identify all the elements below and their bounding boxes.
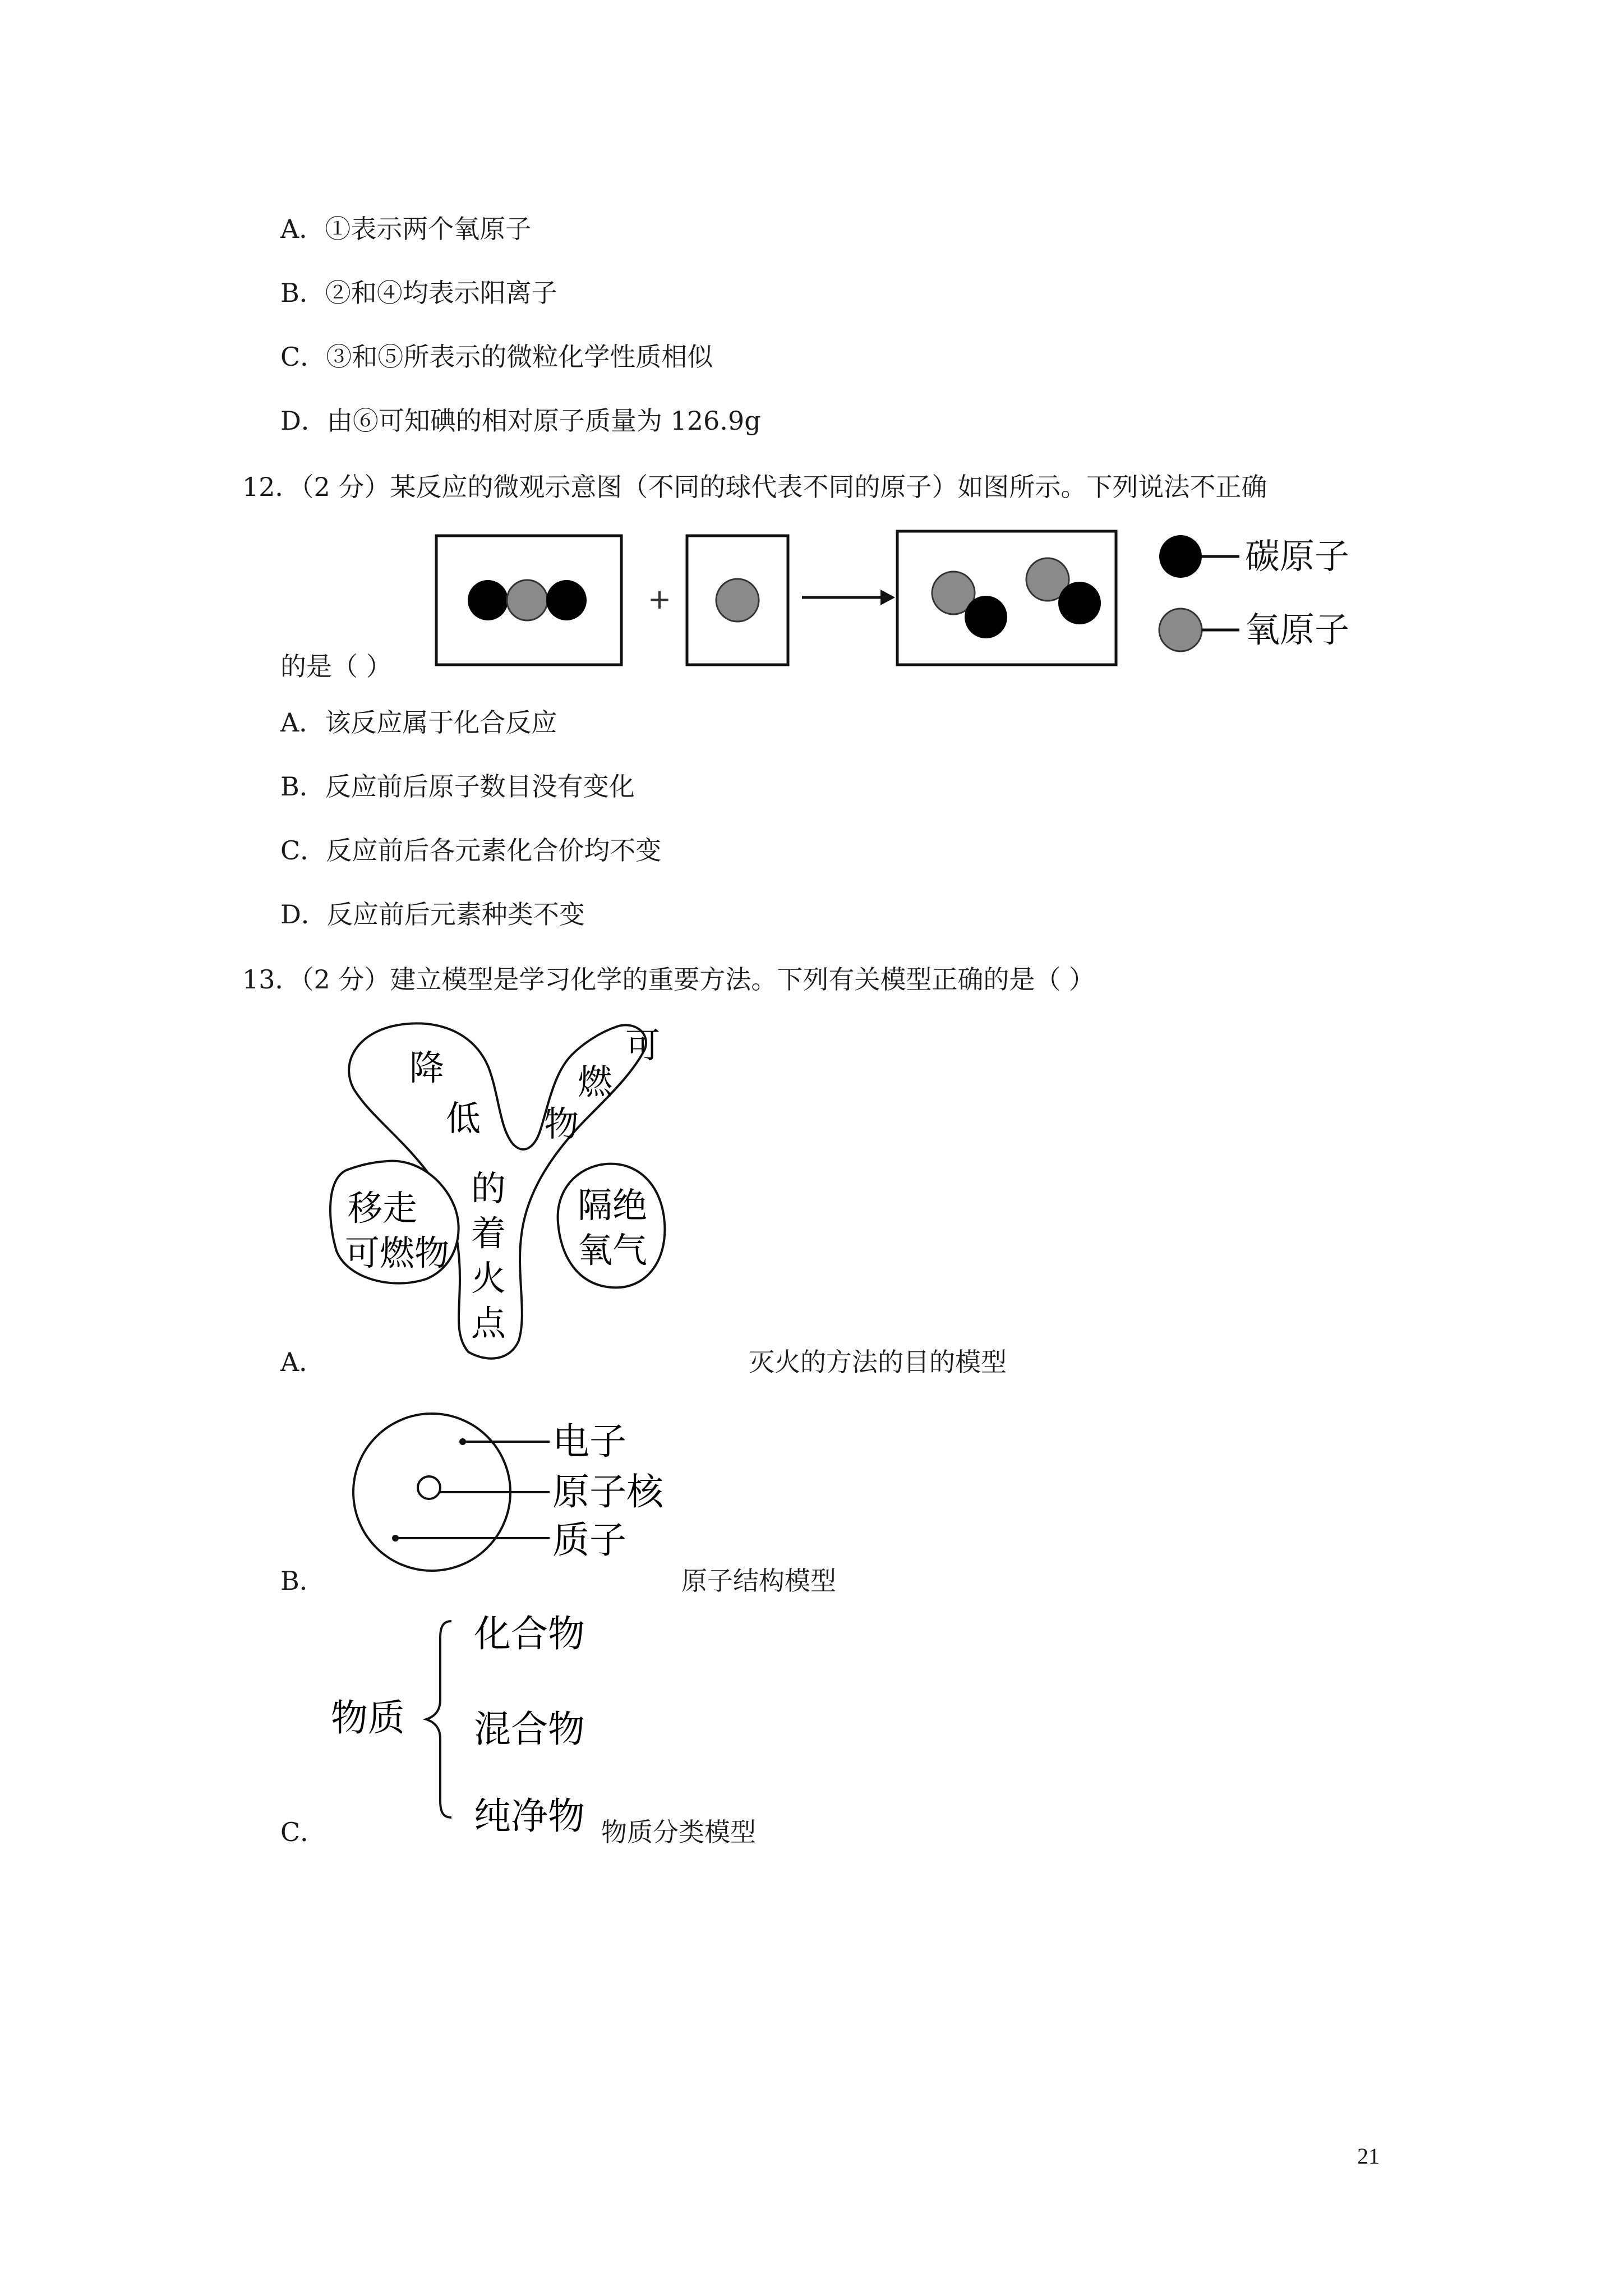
- arrow-head-icon: [880, 590, 895, 605]
- label-hunhewu: 混合物: [474, 1708, 585, 1751]
- label-gejue: 隔绝: [578, 1185, 648, 1226]
- label-chunjingwu: 纯净物: [474, 1795, 585, 1834]
- legend-oxygen-swatch: [1159, 609, 1202, 651]
- q13-stem: 13．（2 分）建立模型是学习化学的重要方法。下列有关模型正确的是（ ）: [242, 964, 1095, 995]
- label-wuzhi: 物质: [331, 1696, 405, 1740]
- label-keranwu: 可燃物: [345, 1232, 450, 1273]
- q13-atom-model-diagram: [325, 1408, 684, 1576]
- q13-option-c-label: C．: [280, 1817, 326, 1847]
- brace-icon: [426, 1621, 451, 1818]
- label-huahewu: 化合物: [474, 1612, 585, 1655]
- label-di: 低: [446, 1098, 481, 1139]
- q13-option-b-label: B．: [280, 1566, 325, 1596]
- label-de: 的: [471, 1168, 506, 1209]
- q12-option-a: A．该反应属于化合反应: [280, 707, 557, 738]
- label-wu: 物: [544, 1103, 579, 1144]
- legend-carbon-swatch: [1159, 535, 1202, 578]
- q12-option-b: B．反应前后原子数目没有变化: [280, 771, 635, 802]
- label-huo: 火: [471, 1258, 506, 1299]
- label-electron: 电子: [552, 1420, 626, 1463]
- q13-option-c-caption: 物质分类模型: [601, 1817, 756, 1847]
- q12-stem: 12．（2 分）某反应的微观示意图（不同的球代表不同的原子）如图所示。下列说法不正确: [242, 472, 1267, 502]
- q13-option-a-label: A．: [280, 1347, 325, 1377]
- oxygen-atom: [507, 580, 547, 620]
- oxygen-atom: [716, 579, 759, 622]
- q11-option-b: B．②和④均表示阳离子: [280, 278, 557, 308]
- label-zhao: 着: [471, 1213, 506, 1254]
- label-jiang: 降: [409, 1047, 445, 1088]
- carbon-atom: [1058, 582, 1101, 624]
- label-proton: 质子: [552, 1519, 626, 1562]
- q11-option-c: C．③和⑤所表示的微粒化学性质相似: [280, 342, 713, 372]
- q12-option-d: D．反应前后元素种类不变: [280, 899, 585, 930]
- label-ran: 燃: [578, 1061, 613, 1102]
- label-yizou: 移走: [348, 1188, 418, 1228]
- nucleus-circle: [418, 1476, 440, 1499]
- page-number: 21: [1357, 2143, 1380, 2169]
- carbon-atom: [546, 580, 587, 620]
- q13-option-a-caption: 灭火的方法的目的模型: [749, 1347, 1007, 1377]
- q11-option-d: D．由⑥可知碘的相对原子质量为 126.9g: [280, 406, 761, 436]
- q11-option-a: A．①表示两个氧原子: [280, 214, 532, 244]
- label-ke: 可: [625, 1025, 661, 1066]
- q13-classification-diagram: [331, 1604, 606, 1834]
- label-dian: 点: [471, 1303, 506, 1343]
- label-yangqi: 氧气: [578, 1230, 648, 1271]
- q12-reaction-diagram: [432, 524, 1396, 676]
- q13-option-b-caption: 原子结构模型: [681, 1566, 836, 1596]
- q13-fire-model-diagram: [320, 1010, 757, 1369]
- carbon-atom: [965, 596, 1007, 638]
- label-nucleus: 原子核: [552, 1470, 663, 1513]
- plus-sign: +: [648, 583, 671, 615]
- q12-option-c: C．反应前后各元素化合价均不变: [280, 835, 662, 866]
- carbon-atom: [468, 580, 508, 620]
- legend-carbon-label: 碳原子: [1245, 536, 1350, 577]
- legend-oxygen-label: 氧原子: [1245, 609, 1350, 650]
- q12-stem-continued: 的是（ ）: [280, 651, 392, 682]
